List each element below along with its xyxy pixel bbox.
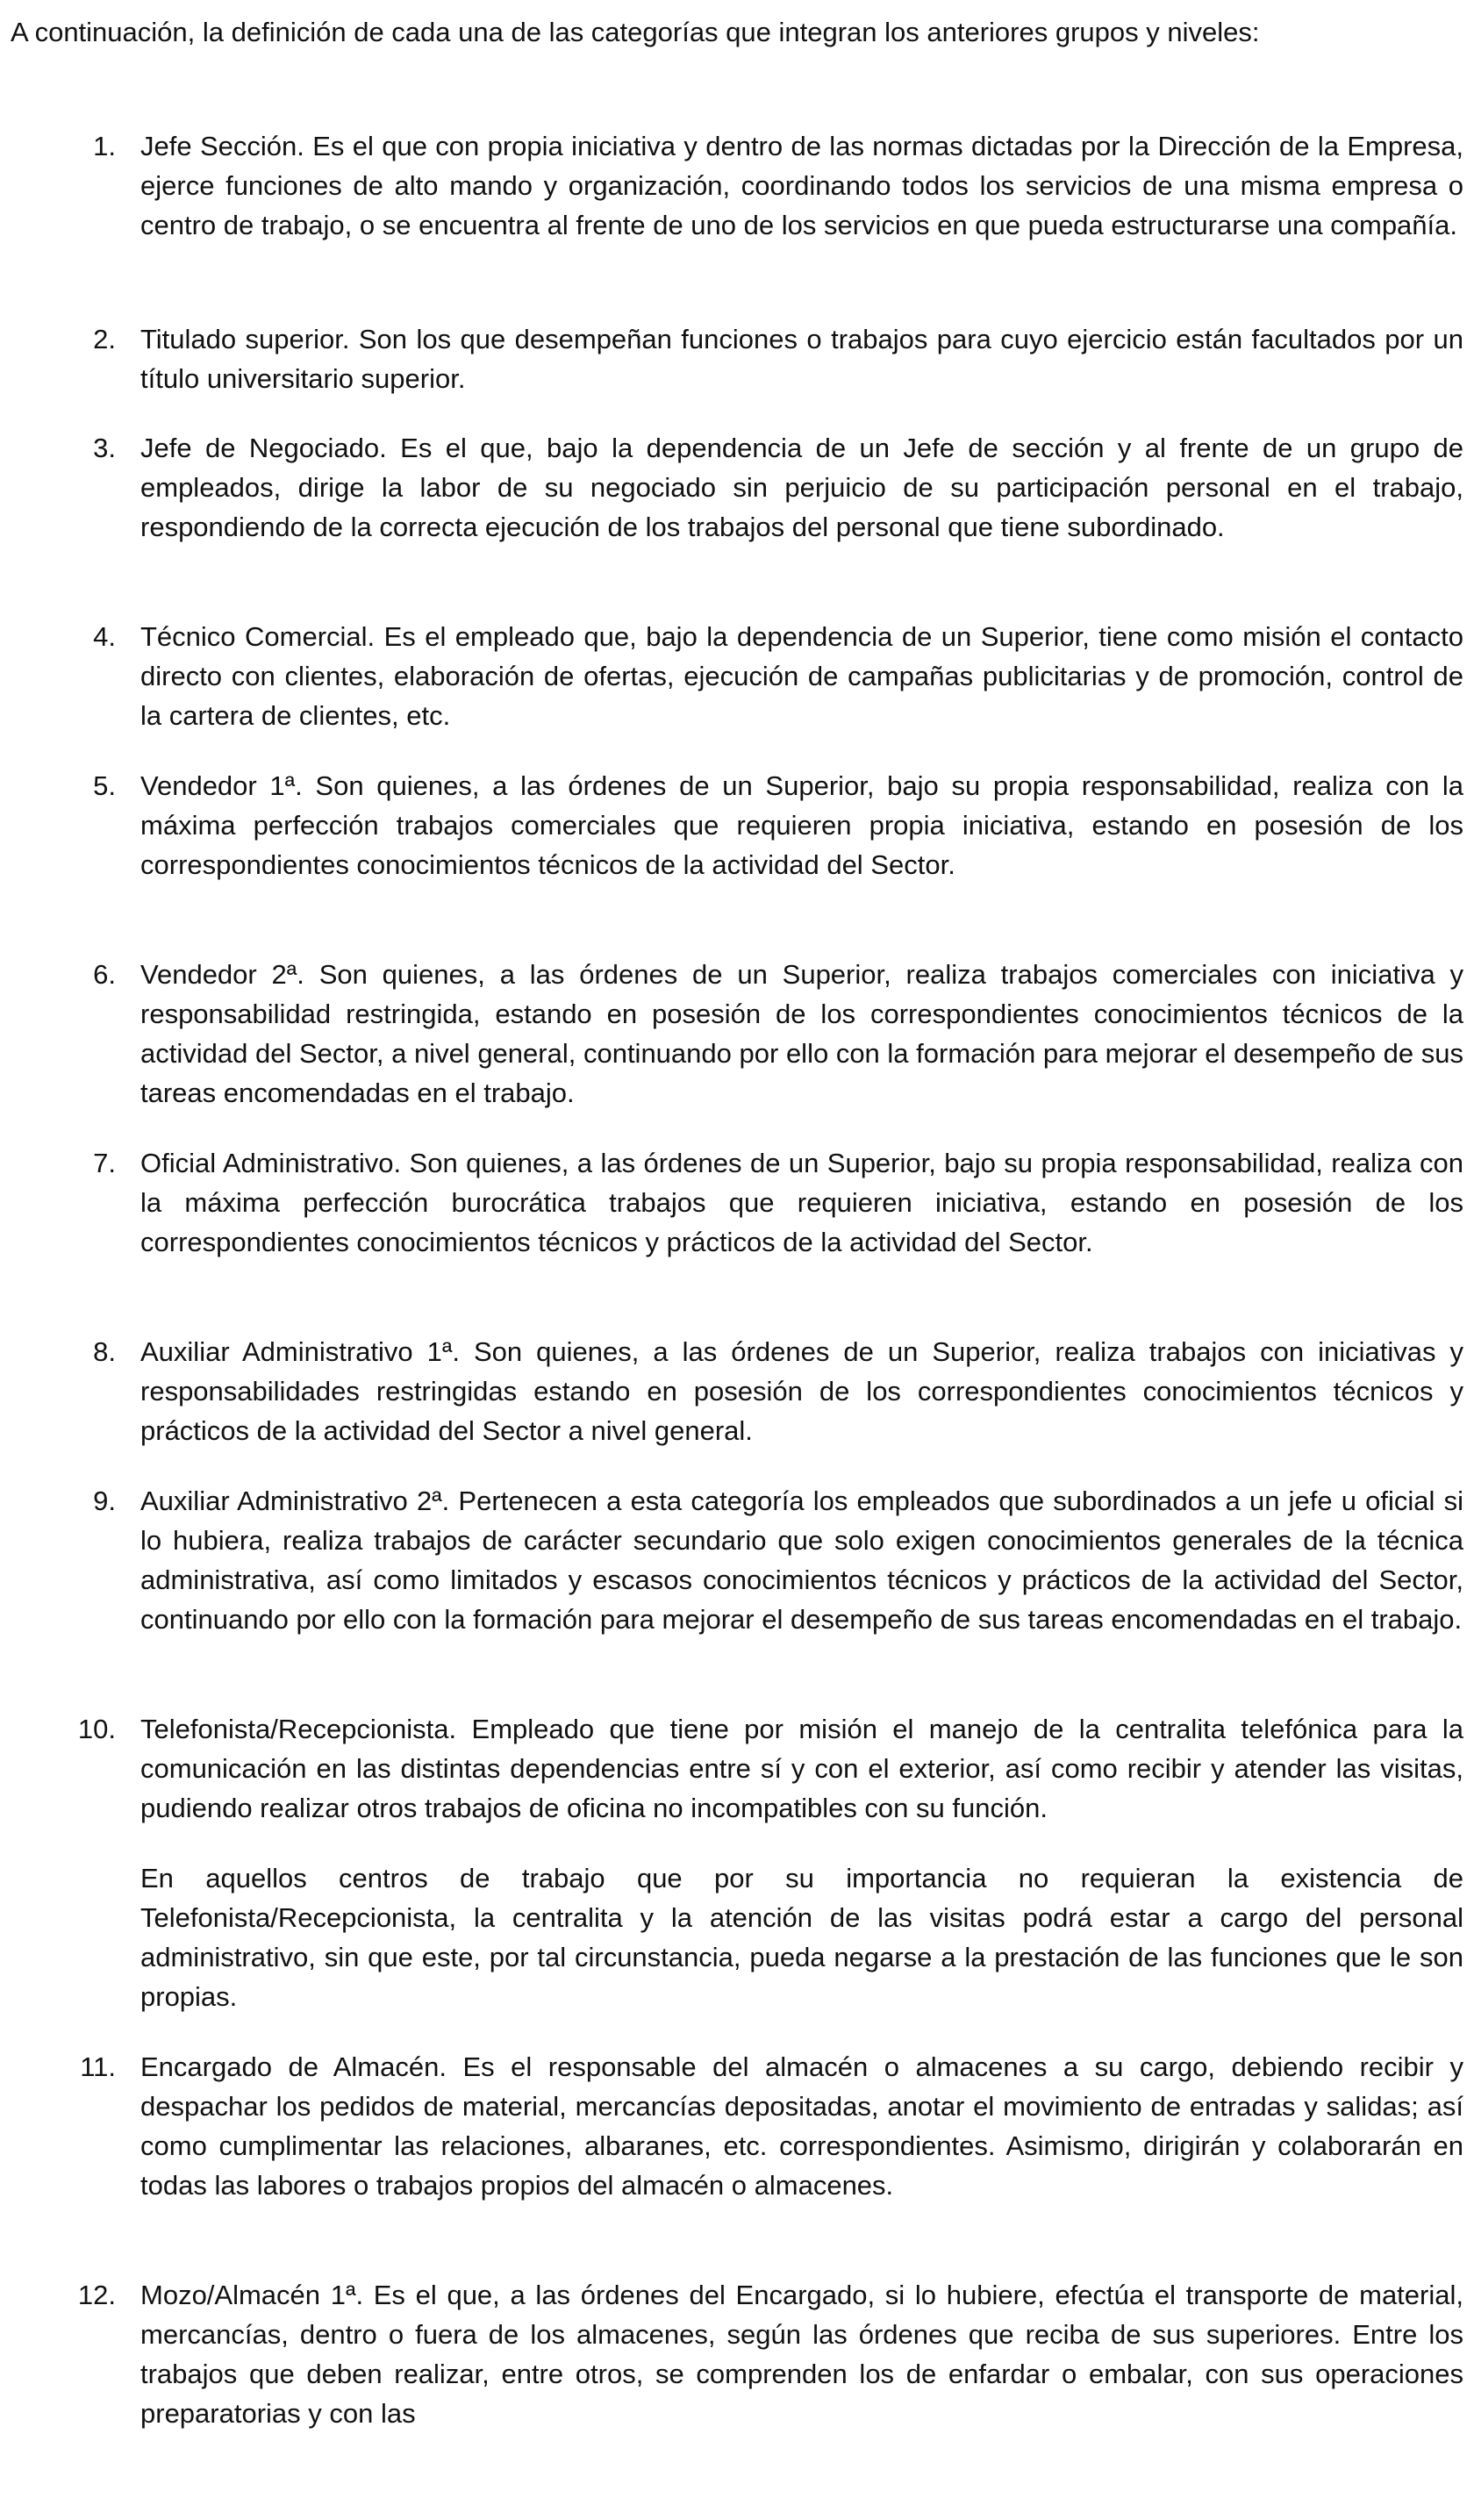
document-page xyxy=(11,0,1463,2520)
item-text: Vendedor 2ª. Son quienes, a las órdenes de un Superior, realiza trabajos comerciales con iniciativa y responsabilidad restringida, estando en posesión de los correspondientes conocimientos técnicos de la actividad del Sector, a nivel general, continuando por ello con la formación para mejorar el desempeño de sus tareas encomendadas en el trabajo. xyxy=(140,959,1463,1108)
item-text: Auxiliar Administrativo 2ª. Pertenecen a esta categoría los empleados que subordinados a un jefe u oficial si lo hubiera, realiza trabajos de carácter secundario que solo exigen conocimientos generales de la técnica administrativa, así como limitados y escasos conocimientos técnicos y prácticos de la actividad del Sector, continuando por ello con la formación para mejorar el desempeño de sus tareas encomendadas en el trabajo. xyxy=(140,1486,1463,1635)
item-text: Encargado de Almacén. Es el responsable del almacén o almacenes a su cargo, debiendo recibir y despachar los pedidos de material, mercancías depositadas, anotar el movimiento de entradas y salidas; así como cumplimentar las relaciones, albaranes, etc. correspondientes. Asimismo, dirigirán y colaborarán en todas las labores o trabajos propios del almacén o almacenes. xyxy=(140,2051,1463,2201)
item-number: 8. xyxy=(93,1336,116,1367)
item-text: Mozo/Almacén 1ª. Es el que, a las órdenes del Encargado, si lo hubiere, efectúa el transporte de material, mercancías, dentro o fuera de los almacenes, según las órdenes que reciba de sus superiores. Entre los trabajos que deben realizar, entre otros, se comprenden los de enfardar o embalar, con sus operaciones preparatorias y con las xyxy=(140,2280,1463,2429)
item-text: Auxiliar Administrativo 1ª. Son quienes, a las órdenes de un Superior, realiza trabajos con iniciativas y responsabilidades restringidas estando en posesión de los correspondientes conocimientos técnicos y prácticos de la actividad del Sector a nivel general. xyxy=(140,1336,1463,1446)
item-text: Técnico Comercial. Es el empleado que, bajo la dependencia de un Superior, tiene como misión el contacto directo con clientes, elaboración de ofertas, ejecución de campañas publicitarias y de promoción, control de la cartera de clientes, etc. xyxy=(140,621,1463,731)
item-text: Jefe Sección. Es el que con propia iniciativa y dentro de las normas dictadas por la Dirección de la Empresa, ejerce funciones de alto mando y organización, coordinando todos los servicios de una misma empresa o centro de trabajo, o se encuentra al frente de uno de los servicios en que pueda estructurarse una compañía. xyxy=(140,131,1463,240)
item-text: Oficial Administrativo. Son quienes, a las órdenes de un Superior, bajo su propia responsabilidad, realiza con la máxima perfección burocrática trabajos que requieren iniciativa, estando en posesión de los correspondientes conocimientos técnicos y prácticos de la actividad del Sector. xyxy=(140,1148,1463,1257)
item-number: 1. xyxy=(93,131,116,161)
item-text: Jefe de Negociado. Es el que, bajo la dependencia de un Jefe de sección y al frente de un grupo de empleados, dirige la labor de su negociado sin perjuicio de su participación personal en el trabajo, respondiendo de la correcta ejecución de los trabajos del personal que tiene subordinado. xyxy=(140,433,1463,542)
item-text: Titulado superior. Son los que desempeñan funciones o trabajos para cuyo ejercicio están facultados por un título universitario superior. xyxy=(140,324,1463,394)
item-text: En aquellos centros de trabajo que por su importancia no requieran la existencia de Telefonista/Recepcionista, la centralita y la atención de las visitas podrá estar a cargo del personal administrativo, sin que este, por tal circunstancia, pueda negarse a la prestación de las funciones que le son propias. xyxy=(140,1863,1463,2012)
item-number: 5. xyxy=(93,770,116,801)
item-number: 3. xyxy=(93,433,116,463)
item-number: 4. xyxy=(93,621,116,652)
item-number: 7. xyxy=(93,1148,116,1178)
item-number: 12. xyxy=(77,2280,116,2310)
item-number: 10. xyxy=(77,1714,116,1744)
intro-paragraph: A continuación, la definición de cada una de las categorías que integran los anteriores grupos y niveles: xyxy=(11,17,1260,47)
item-number: 6. xyxy=(93,959,116,990)
item-number: 11. xyxy=(80,2051,116,2082)
item-text: Vendedor 1ª. Son quienes, a las órdenes de un Superior, bajo su propia responsabilidad, realiza con la máxima perfección trabajos comerciales que requieren propia iniciativa, estando en posesión de los correspondientes conocimientos técnicos de la actividad del Sector. xyxy=(140,770,1463,880)
item-number: 9. xyxy=(93,1486,116,1516)
item-text: Telefonista/Recepcionista. Empleado que tiene por misión el manejo de la centralita telefónica para la comunicación en las distintas dependencias entre sí y con el exterior, así como recibir y atender las visitas, pudiendo realizar otros trabajos de oficina no incompatibles con su función. xyxy=(140,1714,1463,1823)
item-number: 2. xyxy=(93,324,116,354)
